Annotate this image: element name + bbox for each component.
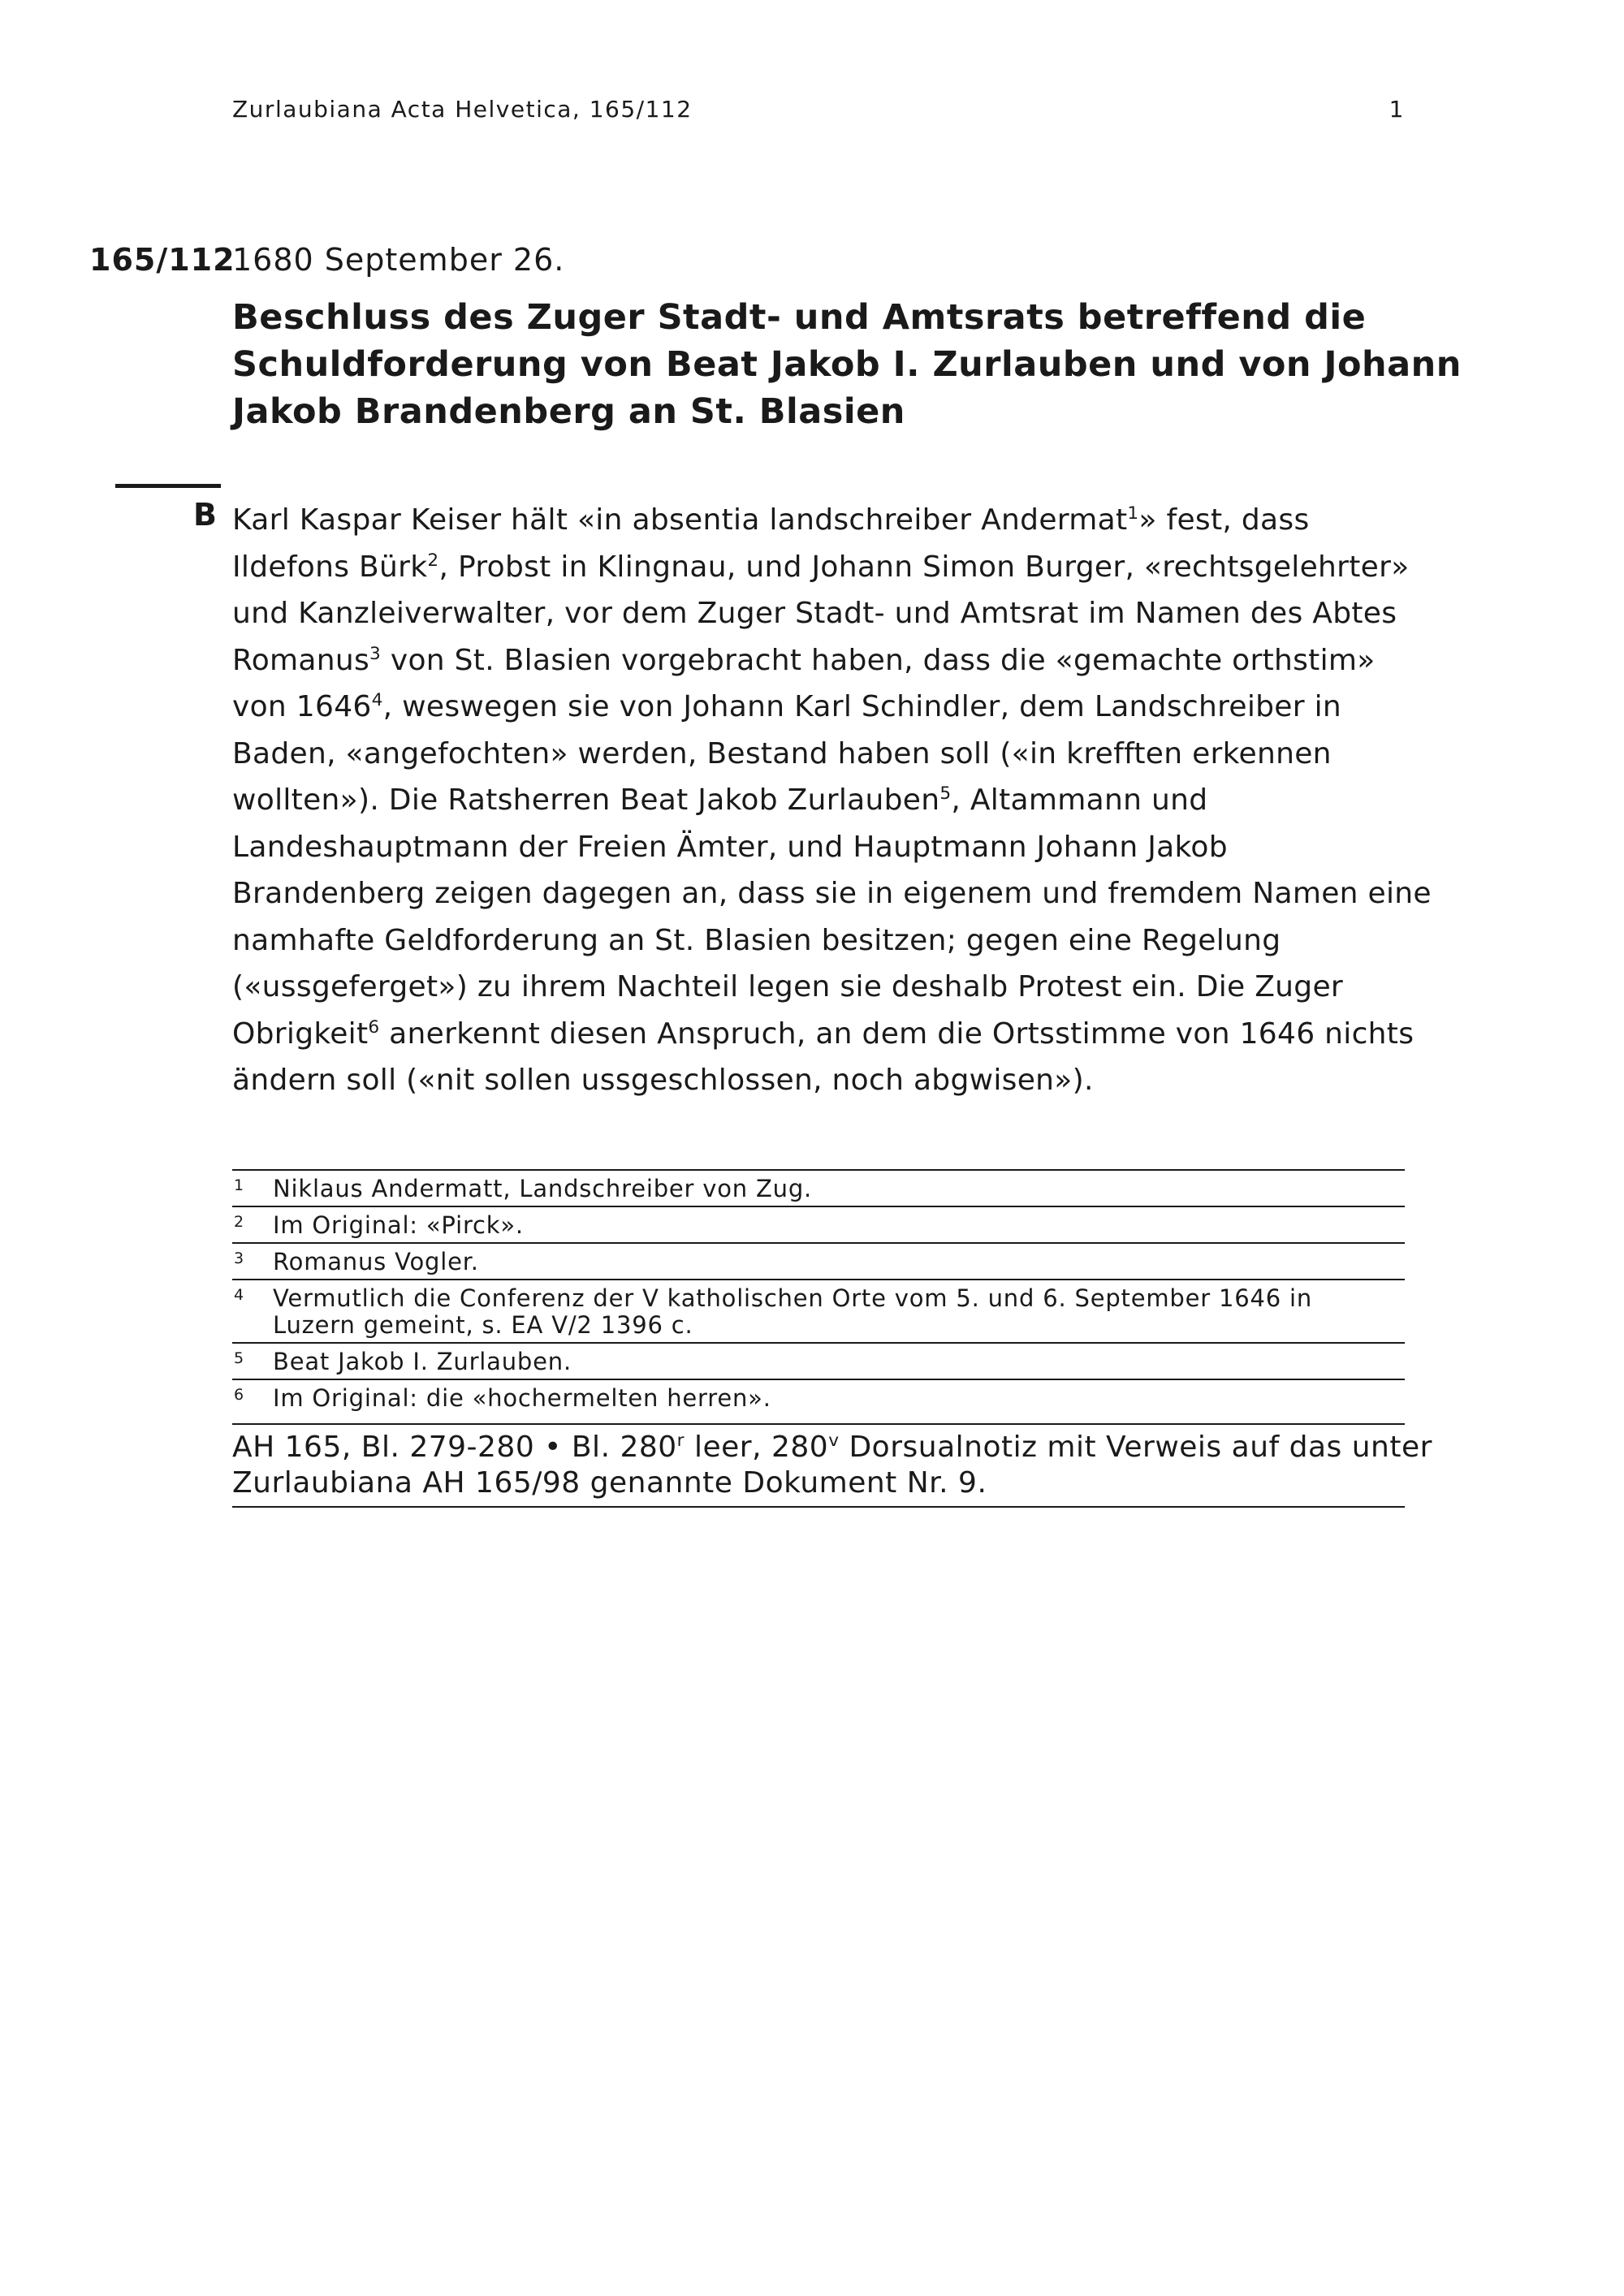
body-line: von 1646$^4$, weswegen sie von Johann Karl Schindler, dem Landschreiber in (232, 690, 1342, 723)
footnote-ref[interactable]: 1 (1127, 503, 1139, 524)
footnote-number: 2 (234, 1213, 244, 1231)
footnote-text: Romanus Vogler. (273, 1248, 479, 1275)
body-line: Karl Kaspar Keiser hält «in absentia landschreiber Andermat$^1$» fest, dass (232, 503, 1310, 537)
document-date: 1680 September 26. (232, 242, 565, 278)
source-line: Zurlaubiana AH 165/98 genannte Dokument Nr. 9. (232, 1466, 987, 1500)
footnote (232, 1342, 1405, 1379)
footnote-text: Vermutlich die Conferenz der V katholischen Orte vom 5. und 6. September 1646 in (273, 1284, 1313, 1312)
page-number: 1 (1389, 96, 1405, 123)
footnotes (232, 1169, 1432, 1508)
footnote-number: 5 (234, 1349, 244, 1367)
footnote-ref[interactable]: 3 (369, 643, 382, 664)
body-line: namhafte Geldforderung an St. Blasien besitzen; gegen eine Regelung (232, 923, 1281, 957)
footnote (232, 1242, 1405, 1279)
body-line: und Kanzleiverwalter, vor dem Zuger Stadt- und Amtsrat im Namen des Abtes (232, 597, 1397, 630)
running-header (232, 96, 1405, 123)
body-line: Obrigkeit$^6$ anerkennt diesen Anspruch, an dem die Ortsstimme von 1646 nichts (232, 1016, 1415, 1051)
body-line: Ildefons Bürk$^2$, Probst in Klingnau, und Johann Simon Burger, «rechtsgelehrter» (232, 550, 1410, 584)
footnote-ref[interactable]: 4 (371, 690, 383, 710)
footnote-ref[interactable]: 2 (427, 550, 439, 571)
footnote (232, 1169, 1405, 1206)
footnote-number: 1 (234, 1176, 244, 1194)
source-line: AH 165, Bl. 279-280 • Bl. 280$^r$ leer, 280$^v$ Dorsualnotiz mit Verweis auf das unter (232, 1431, 1432, 1464)
body-line: wollten»). Die Ratsherren Beat Jakob Zurlauben$^5$, Altammann und (232, 783, 1208, 817)
footnote (232, 1279, 1405, 1342)
title-line: Beschluss des Zuger Stadt- und Amtsrats betreffend die (232, 297, 1367, 338)
body-line: Landeshauptmann der Freien Ämter, und Hauptmann Johann Jakob (232, 830, 1228, 864)
footnote (232, 1206, 1405, 1242)
footnote-ref[interactable]: 5 (939, 783, 952, 804)
text-marker: B (193, 497, 217, 533)
title-line: Jakob Brandenberg an St. Blasien (232, 391, 905, 432)
footnote-text: Luzern gemeint, s. EA V/2 1396 c. (273, 1311, 693, 1339)
footnote-number: 4 (234, 1286, 244, 1304)
body-line: Romanus$^3$ von St. Blasien vorgebracht haben, dass die «gemachte orthstim» (232, 643, 1376, 677)
running-title: Zurlaubiana Acta Helvetica, 165/112 (232, 96, 693, 123)
footnote-text: Beat Jakob I. Zurlauben. (273, 1348, 572, 1375)
footnote-text: Niklaus Andermatt, Landschreiber von Zug. (273, 1175, 813, 1202)
footnote-text: Im Original: «Pirck». (273, 1211, 524, 1239)
body-line: ändern soll («nit sollen ussgeschlossen, noch abgwisen»). (232, 1064, 1094, 1097)
title-line: Schuldforderung von Beat Jakob I. Zurlauben und von Johann (232, 344, 1462, 385)
footnote-number: 6 (234, 1386, 244, 1404)
body-line: («ussgeferget») zu ihrem Nachteil legen sie deshalb Protest ein. Die Zuger (232, 970, 1343, 1003)
margin-rule (115, 484, 221, 488)
body-line: Baden, «angefochten» werden, Bestand haben soll («in krefften erkennen (232, 736, 1332, 770)
footnote-ref[interactable]: 6 (368, 1016, 380, 1038)
body-line: Brandenberg zeigen dagegen an, dass sie in eigenem und fremdem Namen eine (232, 877, 1432, 910)
footnote-text: Im Original: die «hochermelten herren». (273, 1384, 771, 1412)
document-number: 165/112 (89, 242, 235, 278)
document-title (232, 294, 1462, 435)
body-text (232, 497, 1432, 1104)
footnote (232, 1379, 1405, 1415)
footnote-number: 3 (234, 1249, 244, 1267)
source-note (232, 1423, 1432, 1508)
